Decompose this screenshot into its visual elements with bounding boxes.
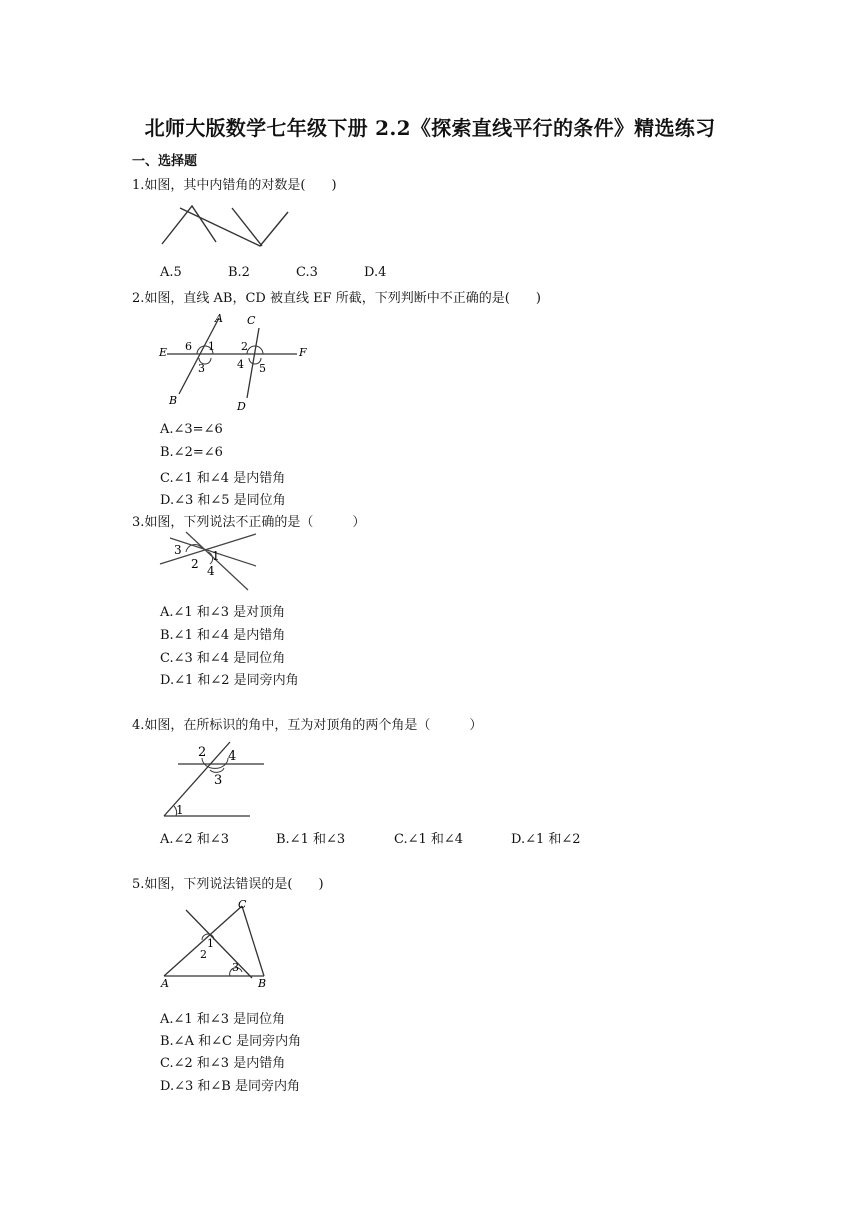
angle-label-2: 2	[198, 745, 207, 760]
option-5a: A.∠1 和∠3 是同位角	[160, 1012, 286, 1027]
angle-label-5: 5	[259, 362, 266, 375]
label-D: D	[237, 400, 246, 413]
angle-label-3: 3	[174, 543, 182, 557]
label-A: A	[215, 312, 223, 325]
section-heading: 一、选择题	[132, 154, 198, 169]
angle-label-1: 1	[212, 549, 220, 563]
angle-label-4: 4	[237, 358, 244, 371]
question-3-figure	[158, 530, 260, 596]
question-4-stem: 4.如图，在所标识的角中，互为对顶角的两个角是（ ）	[132, 718, 483, 733]
angle-label-3: 3	[232, 961, 239, 974]
question-1-stem: 1.如图，其中内错角的对数是( )	[132, 178, 337, 193]
label-E: E	[159, 346, 168, 359]
angle-label-2: 2	[191, 557, 199, 571]
question-5-stem: 5.如图，下列说法错误的是( )	[132, 877, 324, 892]
angle-label-4: 4	[207, 564, 215, 578]
question-4-figure	[158, 738, 268, 820]
angle-label-3: 3	[198, 362, 205, 375]
question-1-figure	[160, 200, 295, 252]
option-1a: A.5	[160, 265, 182, 280]
option-2a: A.∠3=∠6	[160, 422, 223, 437]
option-5d: D.∠3 和∠B 是同旁内角	[160, 1079, 300, 1094]
option-4a: A.∠2 和∠3	[160, 832, 229, 847]
option-1b: B.2	[228, 265, 250, 280]
option-3d: D.∠1 和∠2 是同旁内角	[160, 673, 299, 688]
label-C: C	[238, 898, 247, 911]
option-2c: C.∠1 和∠4 是内错角	[160, 471, 286, 486]
option-5b: B.∠A 和∠C 是同旁内角	[160, 1034, 302, 1049]
angle-label-4: 4	[228, 749, 237, 764]
option-2b: B.∠2=∠6	[160, 445, 223, 460]
option-1c: C.3	[296, 265, 318, 280]
angle-label-2: 2	[200, 948, 207, 961]
angle-label-1: 1	[208, 340, 215, 353]
option-4c: C.∠1 和∠4	[394, 832, 464, 847]
angle-label-6: 6	[185, 340, 192, 353]
option-1d: D.4	[364, 265, 387, 280]
angle-label-1: 1	[207, 937, 214, 950]
question-2-stem: 2.如图，直线 AB，CD 被直线 EF 所截，下列判断中不正确的是( )	[132, 291, 541, 306]
question-3-stem: 3.如图，下列说法不正确的是（ ）	[132, 515, 366, 530]
label-C: C	[247, 314, 256, 327]
angle-label-2: 2	[241, 340, 248, 353]
option-5c: C.∠2 和∠3 是内错角	[160, 1056, 286, 1071]
option-4b: B.∠1 和∠3	[276, 832, 346, 847]
label-F: F	[299, 346, 307, 359]
option-3b: B.∠1 和∠4 是内错角	[160, 628, 286, 643]
angle-label-1: 1	[176, 803, 184, 817]
label-B: B	[258, 977, 267, 990]
option-2d: D.∠3 和∠5 是同位角	[160, 493, 286, 508]
option-3c: C.∠3 和∠4 是同位角	[160, 651, 286, 666]
question-5-figure	[158, 896, 270, 990]
angle-label-3: 3	[214, 773, 223, 788]
option-4d: D.∠1 和∠2	[511, 832, 581, 847]
question-2-figure	[155, 308, 320, 418]
option-3a: A.∠1 和∠3 是对顶角	[160, 605, 286, 620]
label-B: B	[169, 394, 178, 407]
label-A: A	[161, 977, 169, 990]
page-title: 北师大版数学七年级下册 2.2《探索直线平行的条件》精选练习	[144, 116, 716, 140]
